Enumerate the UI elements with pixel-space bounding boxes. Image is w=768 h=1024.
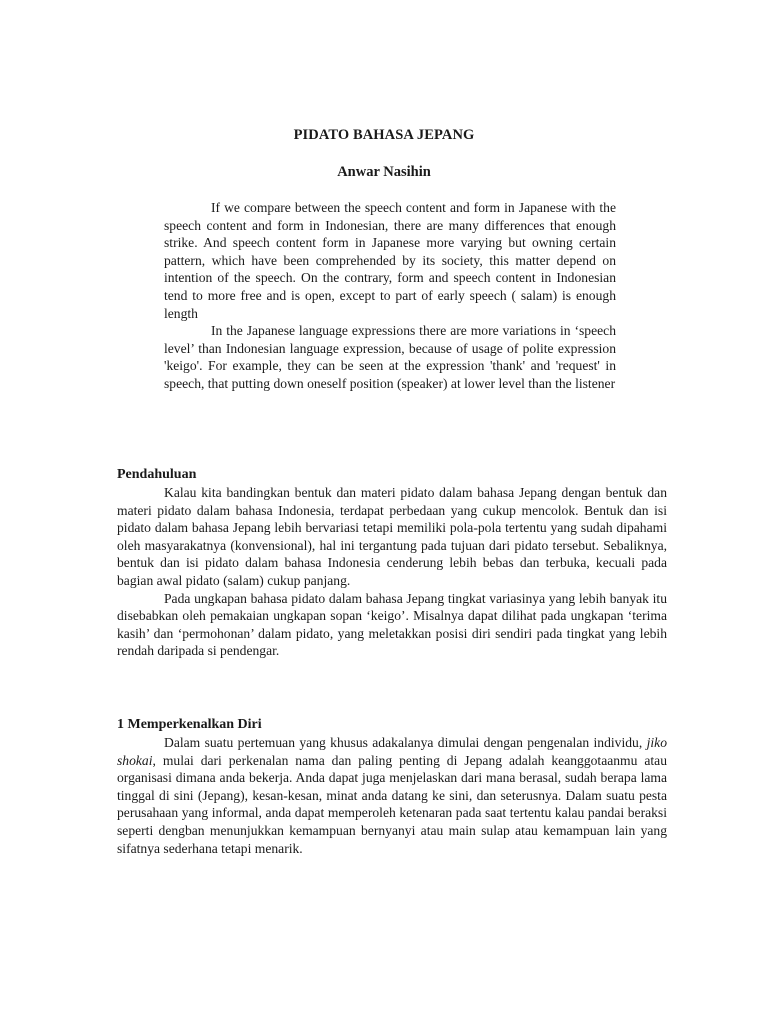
italic-term: jiko shokai <box>117 735 667 768</box>
document-title: PIDATO BAHASA JEPANG <box>293 127 475 143</box>
paragraph-text: , mulai dari perkenalan nama dan paling penting di Jepang adalah keanggotaanmu atau organisasi dimana anda bekerja. Anda dapat juga menjelaskan dari mana berasal, sudah berapa lama tinggal di sini (Jepang), kesan-kesan, minat anda datang ke sini, dan seterusnya. Dalam suatu pesta perusahaan yang informal, anda dapat memperoleh ketenaran pada saat tertentu kalau pandai beraksi seperti dengban menunjukkan kemampuan bernyanyi atau main sulap atau kemampuan lain yang sifatnya sederhana tetapi menarik. <box>117 752 667 856</box>
body-paragraph <box>117 734 667 857</box>
section-heading: 1 Memperkenalkan Diri <box>117 717 262 732</box>
body-paragraph: Pada ungkapan bahasa pidato dalam bahasa Jepang tingkat variasinya yang lebih banyak itu disebabkan oleh pemakaian ungkapan sopan ‘keigo’. Misalnya dapat dilihat pada ungkapan ‘terima kasih’ dan ‘permohonan’ dalam pidato, yang meletakkan posisi diri sendiri pada tingkat yang lebih rendah daripada si pendengar. <box>117 590 667 659</box>
abstract <box>164 199 616 393</box>
section-pendahuluan <box>117 466 667 660</box>
abstract-paragraph: If we compare between the speech content and form in Japanese with the speech content and form in Indonesian, there are many differences that enough strike. And speech content form in Japanese more varying but owning certain pattern, which have been comprehended by its society, this matter depend on intention of the speech. On the contrary, form and speech content in Indonesian tend to more free and is open, except to part of early speech ( salam) is enough length <box>164 200 616 321</box>
body-paragraph: Kalau kita bandingkan bentuk dan materi pidato dalam bahasa Jepang dengan bentuk dan materi pidato dalam bahasa Indonesia, terdapat perbedaan yang cukup mencolok. Bentuk dan isi pidato dalam bahasa Jepang lebih bervariasi tetapi memiliki pola-pola tertentu yang sudah dipahami oleh masyarakatnya (konvensional), hal ini tergantung pada tujuan dari pidato tersebut. Sebaliknya, bentuk dan isi pidato dalam bahasa Indonesia cenderung lebih bebas dan terbuka, kecuali pada bagian awal pidato (salam) cukup panjang. <box>117 485 667 588</box>
abstract-paragraph: In the Japanese language expressions there are more variations in ‘speech level’ than Indonesian language expression, because of usage of polite expression 'keigo'. For example, they can be seen at the expression 'thank' and 'request' in speech, that putting down oneself position (speaker) at lower level than the listener <box>164 323 616 391</box>
paragraph-text: Dalam suatu pertemuan yang khusus adakalanya dimulai dengan pengenalan individu, <box>164 735 647 750</box>
author-name: Anwar Nasihin <box>337 164 431 180</box>
section-memperkenalkan-diri <box>117 716 667 857</box>
section-heading: Pendahuluan <box>117 467 197 482</box>
